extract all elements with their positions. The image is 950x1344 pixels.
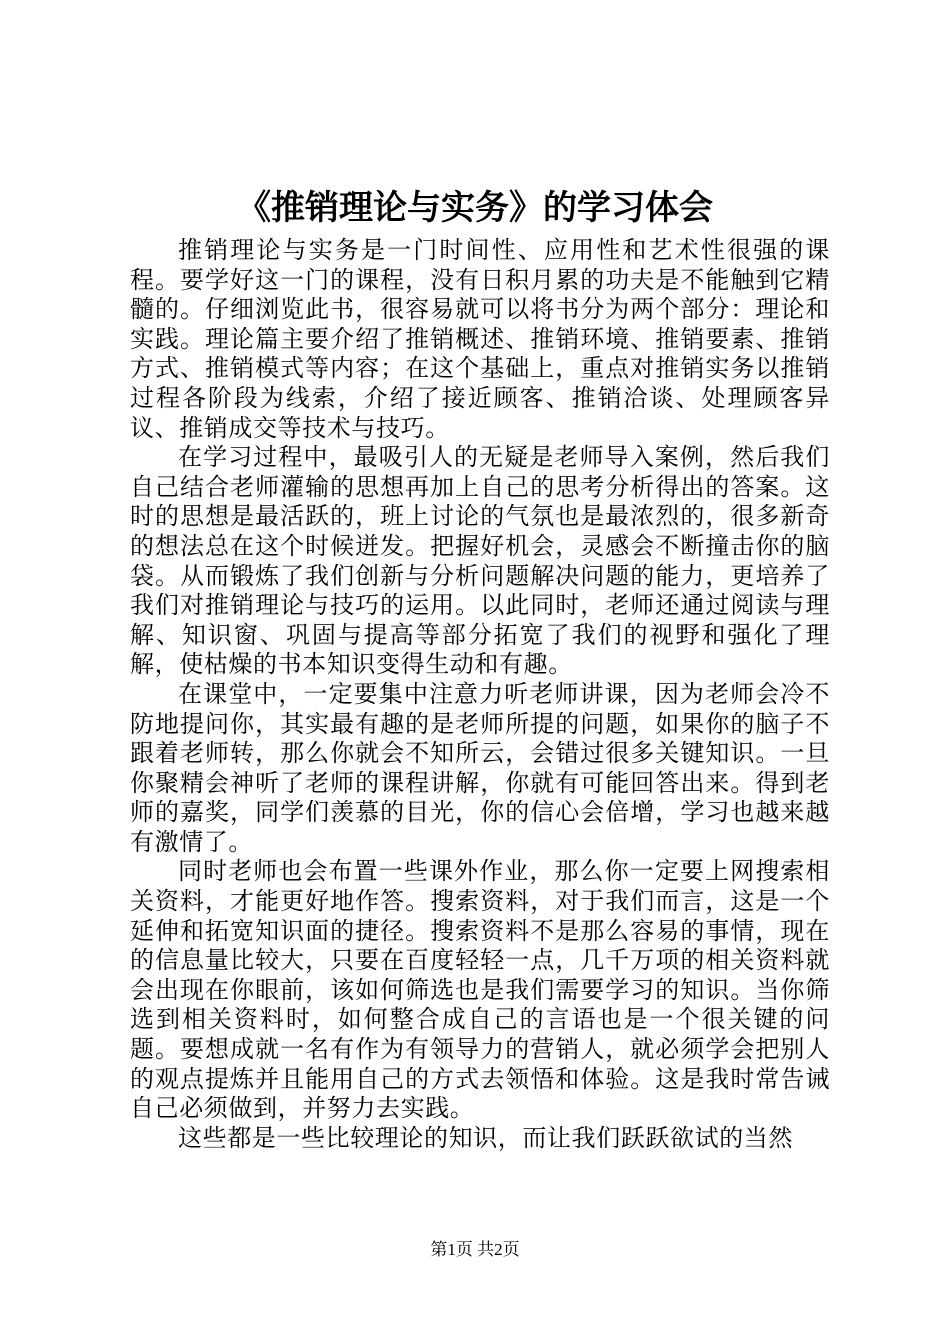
document-title: 《推销理论与实务》的学习体会	[237, 188, 713, 228]
paragraph-5: 这些都是一些比较理论的知识，而让我们跃跃欲试的当然	[178, 1123, 793, 1152]
paragraph-4: 同时老师也会布置一些课外作业，那么你一定要上网搜索相关资料，才能更好地作答。搜索资料，对于我们而言，这是一个延伸和拓宽知识面的捷径。搜索资料不是那么容易的事情，现在的信息量比较大，只要在百度轻轻一点，几千万项的相关资料就会出现在你眼前，该如何筛选也是我们需要学习的知识。当你筛选到相关资料时，如何整合成自己的言语也是一个很关键的问题。要想成就一名有作为有领导力的营销人，就必须学会把别人的观点提炼并且能用自己的方式去领悟和体验。这是我时常告诫自己必须做到，并努力去实践。	[130, 857, 830, 1123]
document-body	[130, 236, 830, 1153]
paragraph-2: 在学习过程中，最吸引人的无疑是老师导入案例，然后我们自己结合老师灌输的思想再加上自己的思考分析得出的答案。这时的思想是最活跃的，班上讨论的气氛也是最浓烈的，很多新奇的想法总在这个时候迸发。把握好机会，灵感会不断撞击你的脑袋。从而锻炼了我们创新与分析问题解决问题的能力，更培养了我们对推销理论与技巧的运用。以此同时，老师还通过阅读与理解、知识窗、巩固与提高等部分拓宽了我们的视野和强化了理解，使枯燥的书本知识变得生动和有趣。	[130, 443, 830, 679]
paragraph-3: 在课堂中，一定要集中注意力听老师讲课，因为老师会冷不防地提问你，其实最有趣的是老师所提的问题，如果你的脑子不跟着老师转，那么你就会不知所云，会错过很多关键知识。一旦你聚精会神听了老师的课程讲解，你就有可能回答出来。得到老师的嘉奖，同学们羡慕的目光，你的信心会倍增，学习也越来越有激情了。	[130, 679, 830, 856]
page-number-footer: 第1页 共2页	[430, 1240, 520, 1259]
paragraph-1: 推销理论与实务是一门时间性、应用性和艺术性很强的课程。要学好这一门的课程，没有日积月累的功夫是不能触到它精髓的。仔细浏览此书，很容易就可以将书分为两个部分：理论和实践。理论篇主要介绍了推销概述、推销环境、推销要素、推销方式、推销模式等内容；在这个基础上，重点对推销实务以推销过程各阶段为线索，介绍了接近顾客、推销洽谈、处理顾客异议、推销成交等技术与技巧。	[130, 236, 830, 442]
